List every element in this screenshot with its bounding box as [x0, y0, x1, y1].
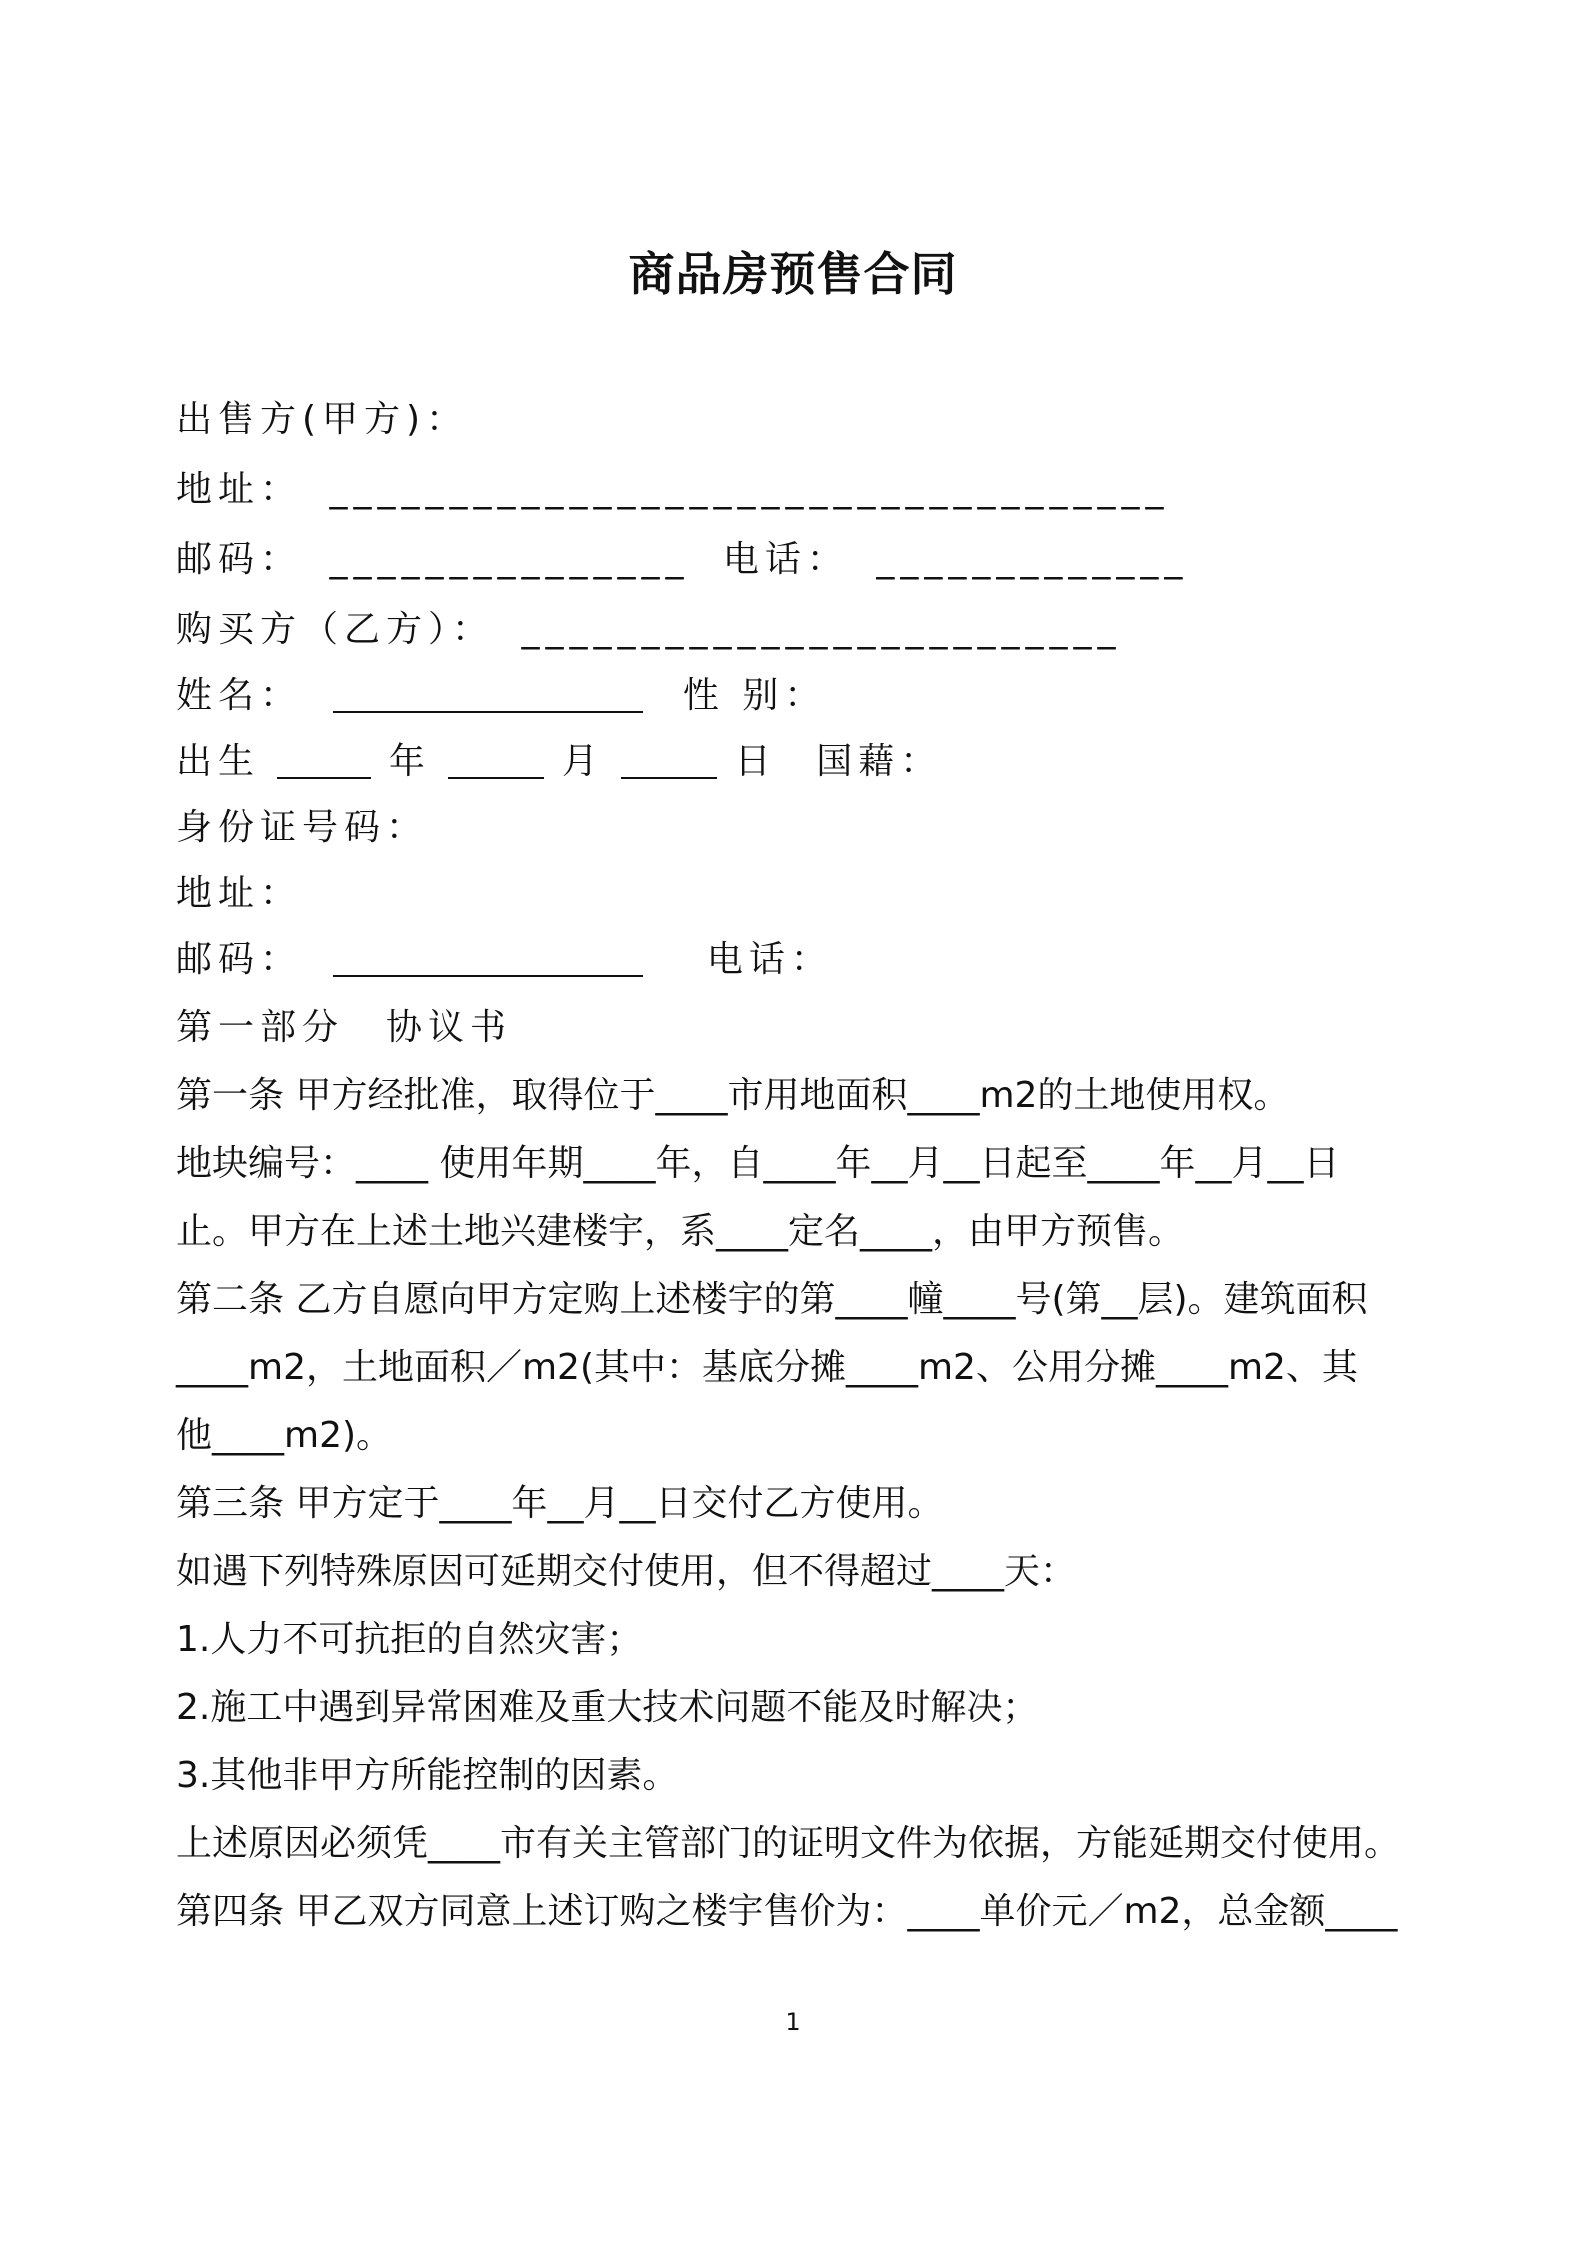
buyer-address-label: 地址： — [176, 873, 303, 914]
buyer-phone-label: 电话： — [706, 939, 833, 980]
seller-phone-blank: _____________ — [876, 539, 1189, 580]
buyer-gender-label: 性 别： — [682, 675, 827, 716]
nationality-label: 国藉： — [816, 741, 943, 782]
seller-label: 出售方(甲方)： — [176, 399, 469, 440]
seller-postcode-blank: _______________ — [329, 539, 690, 580]
id-number-label: 身份证号码： — [176, 807, 429, 848]
clause-line: 止。甲方在上述土地兴建楼宇，系____定名____，由甲方预售。 — [176, 1211, 1185, 1252]
document-title: 商品房预售合同 — [628, 247, 958, 301]
buyer-postcode-label: 邮码： — [176, 939, 303, 980]
birth-day-underline — [621, 741, 717, 779]
birth-year-label: 年 — [388, 741, 431, 782]
clause-line: 第二条 乙方自愿向甲方定购上述楼宇的第____幢____号(第__层)。建筑面积 — [176, 1279, 1368, 1320]
page-number: 1 — [785, 2008, 801, 2036]
birth-month-underline — [448, 741, 544, 779]
birth-month-label: 月 — [561, 741, 604, 782]
clause-line: 2.施工中遇到异常困难及重大技术问题不能及时解决； — [176, 1687, 1039, 1728]
part-one-heading: 第一部分 协议书 — [176, 1007, 513, 1048]
clause-line: 第三条 甲方定于____年__月__日交付乙方使用。 — [176, 1483, 944, 1524]
clause-line: 第一条 甲方经批准，取得位于____市用地面积____m2的土地使用权。 — [176, 1075, 1290, 1116]
buyer-name-row — [176, 672, 826, 720]
buyer-postcode-row — [176, 936, 833, 984]
seller-postcode-row — [176, 536, 1188, 584]
seller-address-blank: ___________________________________ — [329, 469, 1170, 510]
birth-label: 出生 — [176, 741, 261, 782]
clause-line: 他____m2)。 — [176, 1415, 393, 1456]
clause-line: 第四条 甲乙双方同意上述订购之楼宇售价为：____单价元／m2，总金额____ — [176, 1891, 1398, 1932]
seller-phone-label: 电话： — [722, 539, 849, 580]
clause-line: 上述原因必须凭____市有关主管部门的证明文件为依据，方能延期交付使用。 — [176, 1823, 1401, 1864]
clause-line: 地块编号：____ 使用年期____年，自____年__月__日起至____年__月__日 — [176, 1143, 1340, 1184]
seller-address-label: 地址： — [176, 469, 303, 510]
buyer-blank: _________________________ — [521, 609, 1122, 650]
birth-row — [176, 738, 942, 786]
clause-line: 1.人力不可抗拒的自然灾害； — [176, 1619, 643, 1660]
seller-postcode-label: 邮码： — [176, 539, 303, 580]
buyer-label-row — [176, 606, 1121, 654]
buyer-label: 购买方（乙方）： — [176, 609, 495, 650]
buyer-name-label: 姓名： — [176, 675, 303, 716]
clause-line: 如遇下列特殊原因可延期交付使用，但不得超过____天： — [176, 1551, 1077, 1592]
seller-address-row — [176, 466, 1169, 514]
buyer-name-underline — [333, 675, 643, 713]
clause-line: ____m2，土地面积／m2(其中：基底分摊____m2、公用分摊____m2、其 — [176, 1347, 1358, 1388]
birth-year-underline — [277, 741, 371, 779]
buyer-postcode-underline — [333, 939, 643, 977]
birth-day-label: 日 — [734, 741, 777, 782]
clause-line: 3.其他非甲方所能控制的因素。 — [176, 1755, 679, 1796]
